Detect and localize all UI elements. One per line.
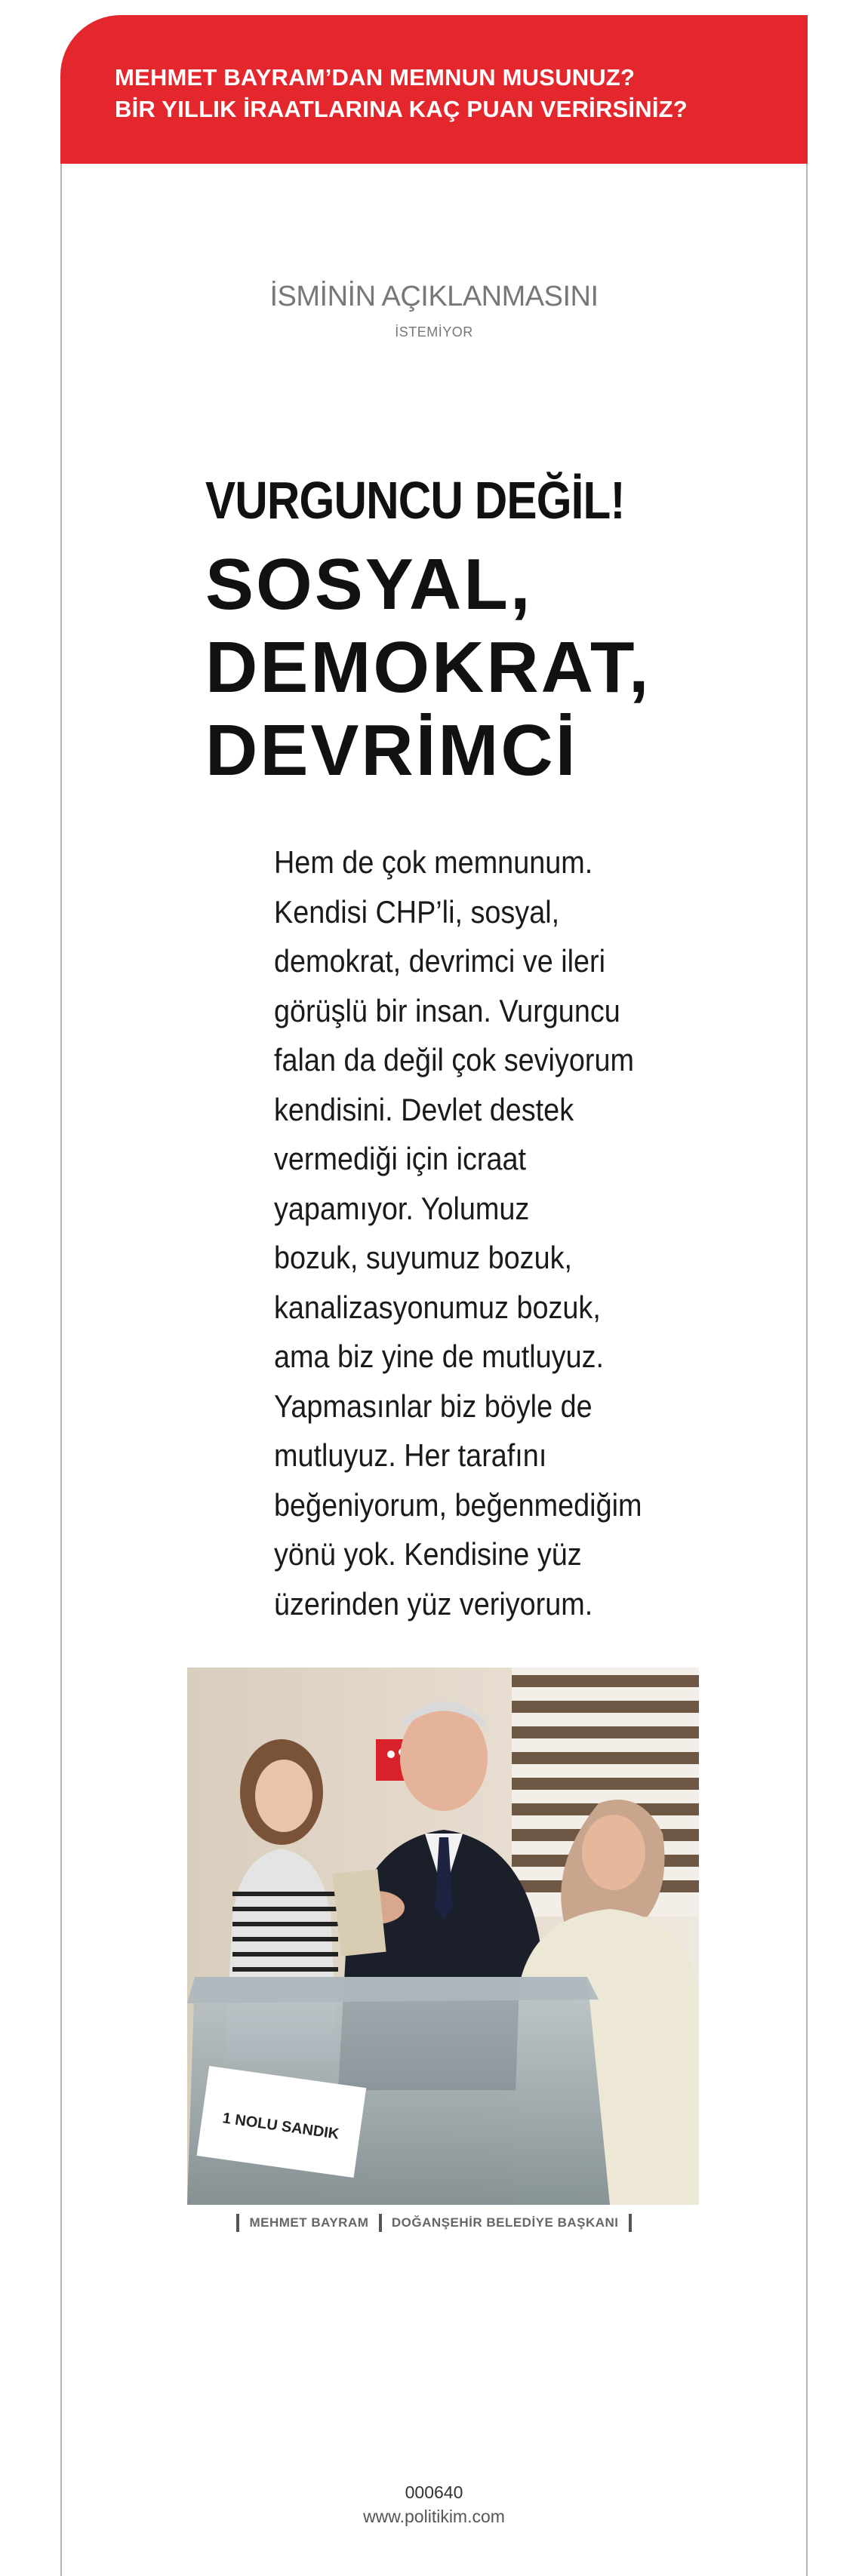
caption-divider <box>379 2214 382 2232</box>
answer-line: falan da değil çok seviyorum <box>274 1042 634 1077</box>
website-url: www.politikim.com <box>363 2507 505 2526</box>
answer-line: ama biz yine de mutluyuz. <box>274 1339 605 1374</box>
answer-line: yönü yok. Kendisine yüz <box>274 1536 582 1572</box>
answer-line: Yapmasınlar biz böyle de <box>274 1388 593 1424</box>
headline-line-3: DEMOKRAT, <box>205 627 651 708</box>
answer-line: mutluyuz. Her tarafını <box>274 1437 547 1473</box>
caption-divider <box>236 2214 239 2232</box>
question-banner <box>60 15 808 164</box>
banner-question-line-2: BİR YILLIK İRAATLARINA KAÇ PUAN VERİRSİNİZ? <box>115 96 688 122</box>
caption-title: DOĞANŞEHİR BELEDİYE BAŞKANI <box>391 2215 619 2230</box>
answer-line: Kendisi CHP’li, sosyal, <box>274 893 560 930</box>
banner-question-line-1: MEHMET BAYRAM’DAN MEMNUN MUSUNUZ? <box>115 64 636 91</box>
answer-line: görüşlü bir insan. Vurguncu <box>274 992 620 1028</box>
answer-line: vermediği için icraat <box>274 1141 527 1176</box>
headline-line-1: VURGUNCU DEĞİL! <box>205 471 625 530</box>
answer-line: demokrat, devrimci ve ileri <box>274 943 606 979</box>
caption-name: MEHMET BAYRAM <box>249 2215 369 2230</box>
ballot-box-label: 1 NOLU SANDIK <box>221 2110 340 2143</box>
answer-body <box>274 838 697 1628</box>
respondent-name-label: İSMİNİN AÇIKLANMASINI <box>269 281 599 312</box>
photo-caption <box>0 2214 868 2232</box>
headline-line-2: SOSYAL, <box>205 544 533 625</box>
answer-line: Hem de çok memnunum. <box>274 844 593 880</box>
answer-line: üzerinden yüz veriyorum. <box>274 1585 593 1622</box>
answer-line: bozuk, suyumuz bozuk, <box>274 1240 573 1275</box>
answer-line: kanalizasyonumuz bozuk, <box>274 1289 601 1325</box>
answer-line: beğeniyorum, beğenmediğim <box>274 1486 642 1523</box>
voting-photo <box>187 1668 699 2205</box>
headline-line-4: DEVRİMCİ <box>205 710 578 791</box>
caption-divider <box>629 2214 632 2232</box>
respondent-name-sub: İSTEMİYOR <box>395 324 473 340</box>
page-code: 000640 <box>405 2482 463 2502</box>
answer-line: yapamıyor. Yolumuz <box>274 1190 530 1226</box>
answer-line: kendisini. Devlet destek <box>274 1091 574 1127</box>
